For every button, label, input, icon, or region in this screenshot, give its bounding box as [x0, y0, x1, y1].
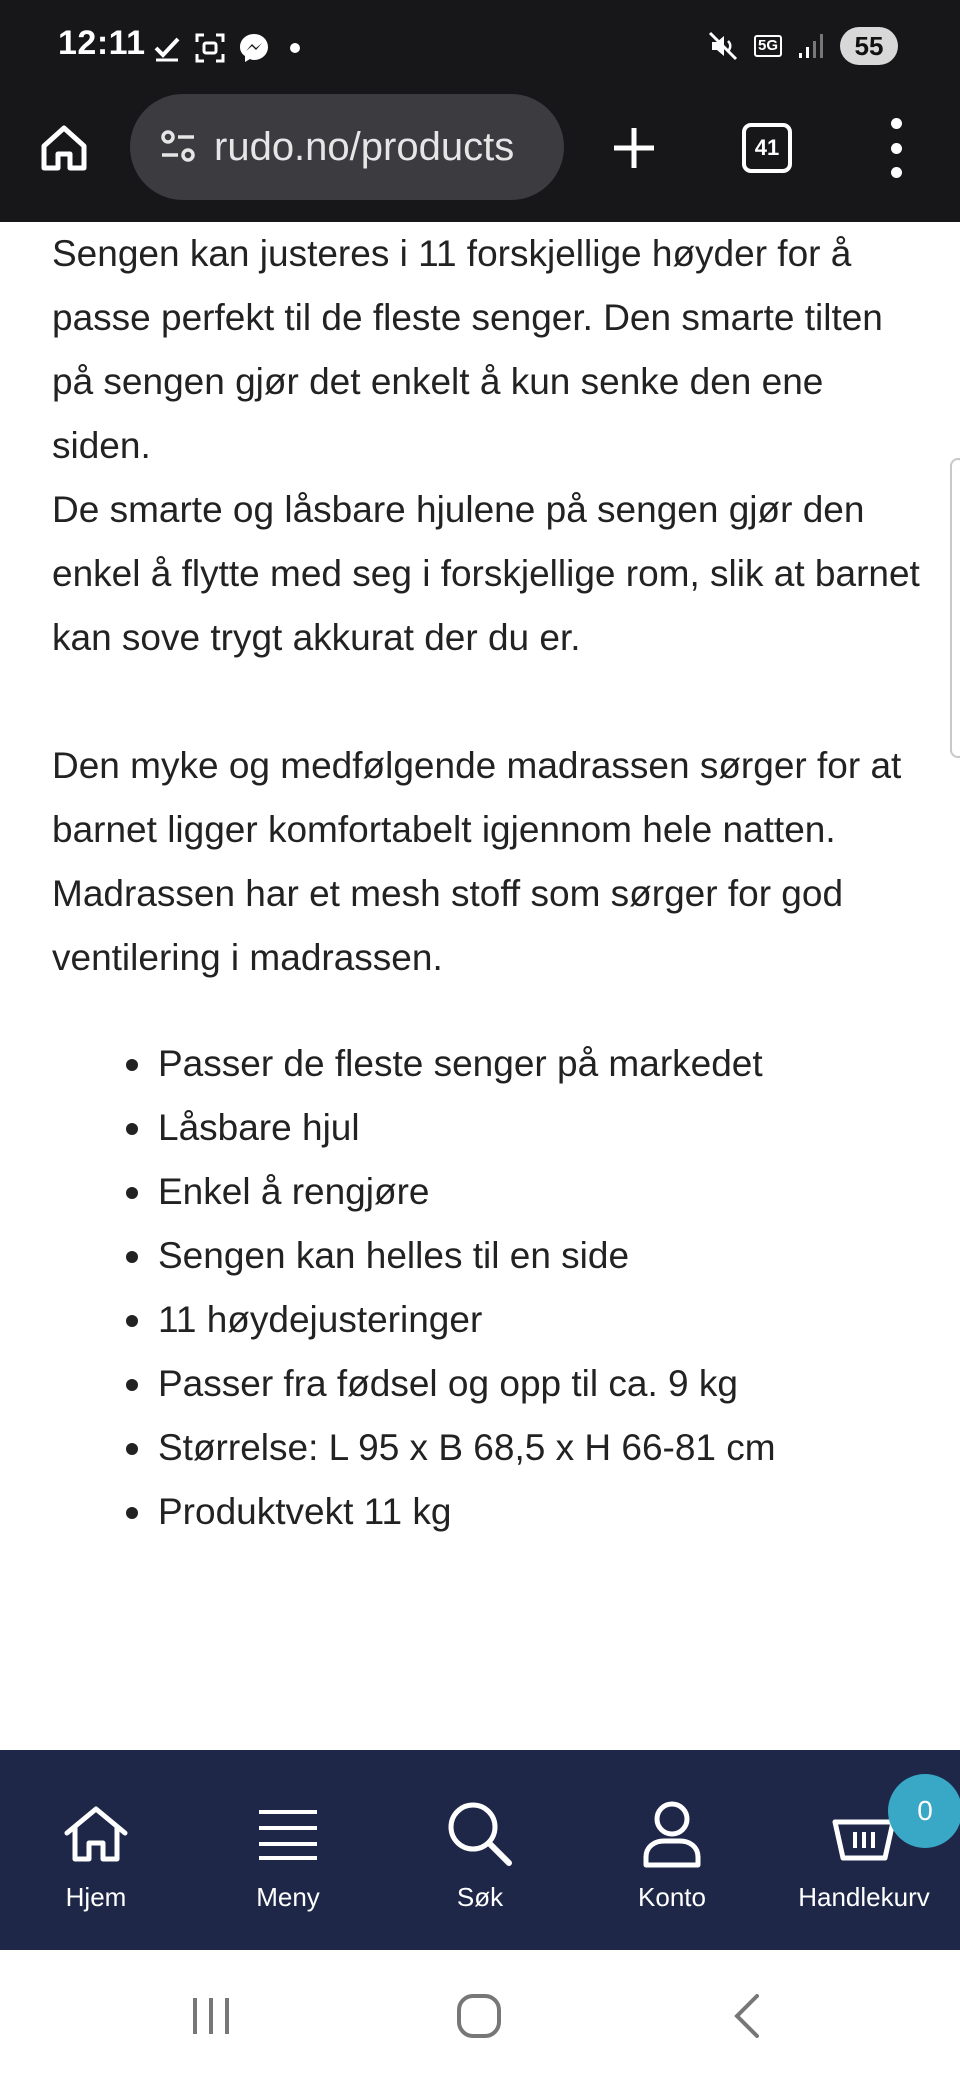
feature-item: Enkel å rengjøre: [158, 1160, 922, 1224]
more-notifications-dot: [290, 43, 300, 53]
recent-apps-button[interactable]: [176, 1986, 246, 2046]
nav-item-search[interactable]: [384, 1750, 576, 1950]
nav-label: Handlekurv: [798, 1882, 930, 1912]
nav-label: Søk: [456, 1882, 504, 1912]
feature-item: Passer fra fødsel og opp til ca. 9 kg: [158, 1352, 922, 1416]
browser-menu-button[interactable]: [876, 118, 916, 178]
description-paragraph: Sengen kan justeres i 11 forskjellige høyder for å passe perfekt til de fleste senger. Den smarte tilten på sengen gjør det enkelt å kun senke den ene siden.: [52, 233, 883, 466]
system-navigation-bar: [0, 1950, 960, 2080]
plus-icon: [611, 125, 657, 171]
tab-switcher-button[interactable]: 41: [742, 123, 792, 173]
browser-toolbar: [0, 92, 960, 222]
system-status-icons: [706, 26, 898, 66]
cart-count-badge: 0: [888, 1774, 960, 1848]
feature-list: [52, 1032, 922, 1544]
description-paragraph: Den myke og medfølgende madrassen sørger for at barnet ligger komfortabelt igjennom hele natten.: [52, 745, 902, 850]
account-icon: [634, 1796, 710, 1872]
feature-item: 11 høydejusteringer: [158, 1288, 922, 1352]
more-dot: [891, 167, 902, 178]
notification-icons: [152, 28, 300, 68]
nav-label: Konto: [638, 1882, 706, 1912]
battery-indicator: 55: [840, 27, 898, 65]
nav-item-home[interactable]: [0, 1750, 192, 1950]
feature-item: Låsbare hjul: [158, 1096, 922, 1160]
browser-home-button[interactable]: [36, 120, 92, 176]
mute-icon: [706, 29, 740, 63]
description-paragraph: Madrassen har et mesh stoff som sørger for god ventilering i madrassen.: [52, 873, 844, 978]
screenshot-icon: [194, 32, 226, 64]
more-dot: [891, 143, 902, 154]
search-icon: [442, 1796, 518, 1872]
feature-item: Sengen kan helles til en side: [158, 1224, 922, 1288]
nav-label: Meny: [256, 1882, 320, 1912]
recent-apps-icon: [189, 1994, 233, 2038]
network-5g-icon: 5G: [754, 35, 782, 57]
feature-item: Produktvekt 11 kg: [158, 1480, 922, 1544]
more-dot: [891, 118, 902, 129]
new-tab-button[interactable]: [606, 120, 662, 176]
feature-item: Passer de fleste senger på markedet: [158, 1032, 922, 1096]
site-settings-icon[interactable]: [150, 119, 206, 175]
product-description: [52, 222, 922, 1544]
home-circle-icon: [455, 1992, 503, 2040]
nav-item-cart[interactable]: [768, 1750, 960, 1950]
description-paragraph: De smarte og låsbare hjulene på sengen gjør den enkel å flytte med seg i forskjellige rom, slik at barnet kan sove trygt akkurat der du er.: [52, 489, 920, 658]
home-icon: [58, 1796, 134, 1872]
nav-item-account[interactable]: [576, 1750, 768, 1950]
status-bar: [0, 0, 960, 92]
nav-label: Hjem: [65, 1882, 127, 1912]
home-icon: [38, 122, 90, 174]
url-text: rudo.no/products: [214, 124, 515, 169]
checkmark-icon: [152, 33, 182, 63]
nav-item-menu[interactable]: [192, 1750, 384, 1950]
clock: 12:11: [58, 24, 146, 62]
bottom-navigation: [0, 1750, 960, 1950]
back-icon: [727, 1992, 767, 2040]
scrollbar-thumb[interactable]: [950, 458, 960, 758]
menu-icon: [250, 1796, 326, 1872]
address-bar[interactable]: [130, 94, 564, 200]
feature-item: Størrelse: L 95 x B 68,5 x H 66-81 cm: [158, 1416, 922, 1480]
signal-icon: [796, 31, 826, 61]
home-nav-button[interactable]: [444, 1986, 514, 2046]
messenger-icon: [238, 32, 270, 64]
back-button[interactable]: [712, 1986, 782, 2046]
